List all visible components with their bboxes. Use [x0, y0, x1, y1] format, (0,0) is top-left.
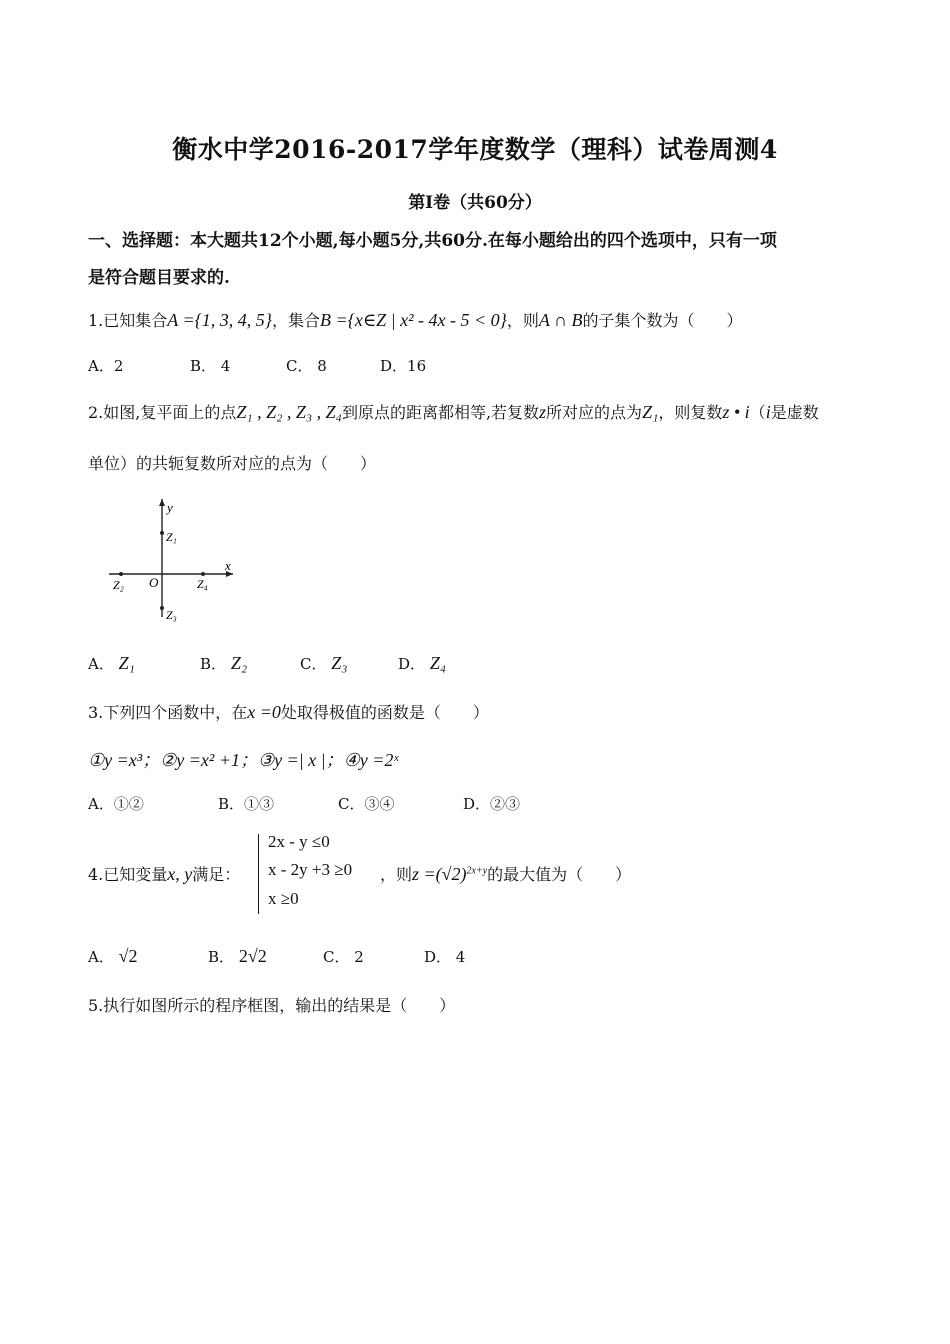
option-a: A．①② — [88, 795, 144, 813]
option-c: C． Z₃ — [300, 653, 348, 673]
label-z2: Z₂ — [113, 578, 124, 592]
option-d: D． 4 — [424, 948, 466, 966]
option-b: B．①③ — [218, 795, 275, 813]
constraint-3: x ≥0 — [268, 889, 299, 908]
question-4-suffix: ，则$z =(√2)^{2x+y}$的最大值为（ ） — [380, 864, 632, 884]
label-z1: Z₁ — [166, 530, 177, 544]
question-4-options — [88, 946, 588, 974]
label-z3: Z₃ — [166, 608, 177, 622]
page-title: 衡水中学2016-2017学年度数学（理科）试卷周测4 — [172, 135, 778, 164]
option-d: D．②③ — [463, 795, 521, 813]
label-y: y — [167, 500, 173, 515]
question-2-line2: 单位）的共轭复数所对应的点为（ ） — [88, 454, 377, 473]
option-d: D． Z₄ — [398, 653, 447, 673]
question-2-options — [88, 653, 588, 679]
question-3-functions: ①y =x³；②y =x² +1；③y =| x |；④y =2ˣ — [88, 750, 399, 770]
point-z1 — [160, 531, 164, 535]
question-3: 3.下列四个函数中，在x =0处取得极值的函数是（ ） — [88, 702, 489, 722]
option-a: A．2 — [88, 357, 124, 375]
option-a: A． Z₁ — [88, 653, 135, 673]
constraint-1: 2x - y ≤0 — [268, 832, 330, 851]
option-b: B． 4 — [190, 357, 231, 375]
part-heading: 第Ⅰ卷（共60分） — [408, 193, 542, 213]
point-z3 — [160, 606, 164, 610]
section-instructions-line2: 是符合题目要求的. — [88, 268, 230, 288]
label-z4: Z₄ — [197, 577, 208, 591]
point-z4 — [201, 572, 205, 576]
option-b: B． Z₂ — [200, 653, 248, 673]
constraint-2: x - 2y +3 ≥0 — [268, 860, 353, 879]
option-c: C．③④ — [338, 795, 395, 813]
set-a: A ={1, 3, 4, 5} — [167, 310, 272, 330]
question-3-options — [88, 793, 588, 815]
question-4-prefix: 4.已知变量x, y满足： — [88, 864, 241, 884]
label-x: x — [225, 558, 231, 573]
option-a: A． √2 — [88, 946, 138, 966]
section-instructions-line1: 一、选择题：本大题共12个小题,每小题5分,共60分.在每小题给出的四个选项中，只有一项 — [88, 231, 777, 251]
complex-plane-figure — [105, 495, 245, 625]
y-axis-arrow — [159, 499, 165, 506]
option-d: D．16 — [380, 357, 427, 375]
option-b: B． 2√2 — [208, 946, 267, 966]
option-c: C． 2 — [323, 948, 364, 966]
constraint-system — [258, 830, 378, 916]
option-c: C． 8 — [286, 357, 327, 375]
question-5: 5.执行如图所示的程序框图，输出的结果是（ ） — [88, 996, 456, 1015]
question-1: 1.已知集合A ={1, 3, 4, 5}，集合B ={x∈Z | x² - 4x - 5 < 0}，则A ∩ B的子集个数为（ ） — [88, 310, 743, 330]
question-2-line1: 2.如图,复平面上的点Z₁ , Z₂ , Z₃ , Z₄到原点的距离都相等,若复数z所对应的点为Z₁，则复数z • i（i是虚数 — [88, 402, 819, 422]
question-1-options — [88, 355, 588, 377]
label-origin: O — [149, 575, 159, 590]
set-b: B ={x∈Z | x² - 4x - 5 < 0} — [320, 310, 507, 330]
point-z2 — [119, 572, 123, 576]
intersection: A ∩ B — [538, 310, 583, 330]
brace — [258, 834, 265, 914]
